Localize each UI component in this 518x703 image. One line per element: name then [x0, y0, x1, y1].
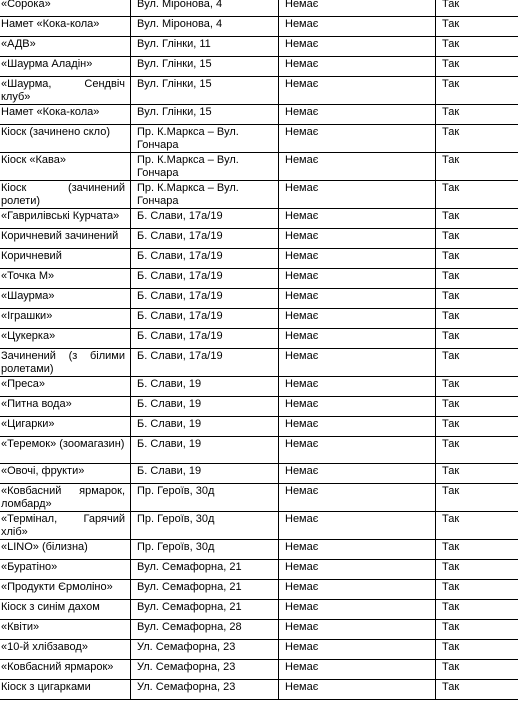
cell-flag: Так	[436, 269, 518, 289]
cell-status: Немає	[279, 17, 436, 37]
cell-status: Немає	[279, 329, 436, 349]
table-row	[0, 125, 518, 153]
cell-flag: Так	[436, 105, 518, 125]
cell-status: Немає	[279, 640, 436, 660]
cell-status: Немає	[279, 437, 436, 464]
cell-flag: Так	[436, 437, 518, 464]
cell-flag: Так	[436, 620, 518, 640]
table-row	[0, 417, 518, 437]
cell-address: Б. Слави, 17а/19	[131, 289, 279, 309]
table-row	[0, 540, 518, 560]
cell-address: Б. Слави, 17а/19	[131, 209, 279, 229]
cell-name: «Шаурма»	[0, 289, 131, 309]
cell-status: Немає	[279, 377, 436, 397]
cell-address: Вул. Семафорна, 21	[131, 600, 279, 620]
cell-flag: Так	[436, 125, 518, 153]
cell-name: «Ковбасний ярмарок, ломбард»	[0, 484, 131, 512]
cell-address: Вул. Семафорна, 21	[131, 560, 279, 580]
cell-name: «Ковбасний ярмарок»	[0, 660, 131, 680]
cell-address: Б. Слави, 17а/19	[131, 229, 279, 249]
cell-name: «Цукерка»	[0, 329, 131, 349]
cell-name: Коричневий	[0, 249, 131, 269]
cell-address: Б. Слави, 19	[131, 397, 279, 417]
cell-flag: Так	[436, 512, 518, 540]
cell-address: Б. Слави, 17а/19	[131, 349, 279, 377]
cell-flag: Так	[436, 329, 518, 349]
cell-address: Пр. К.Маркса – Вул. Гончара	[131, 125, 279, 153]
cell-name: «Гаврилівські Курчата»	[0, 209, 131, 229]
cell-flag: Так	[436, 57, 518, 77]
cell-flag: Так	[436, 377, 518, 397]
cell-address: Б. Слави, 17а/19	[131, 329, 279, 349]
cell-address: Пр. Героїв, 30д	[131, 484, 279, 512]
table-row	[0, 377, 518, 397]
table-row	[0, 0, 518, 17]
cell-status: Немає	[279, 153, 436, 181]
table-row	[0, 620, 518, 640]
cell-status: Немає	[279, 600, 436, 620]
cell-name: «Цигарки»	[0, 417, 131, 437]
cell-status: Немає	[279, 309, 436, 329]
cell-flag: Так	[436, 580, 518, 600]
cell-address: Пр. Героїв, 30д	[131, 540, 279, 560]
table-row	[0, 181, 518, 209]
table-row	[0, 560, 518, 580]
cell-status: Немає	[279, 269, 436, 289]
cell-address: Вул. Глінки, 15	[131, 77, 279, 105]
table-row	[0, 600, 518, 620]
cell-flag: Так	[436, 153, 518, 181]
table-row	[0, 680, 518, 700]
cell-flag: Так	[436, 640, 518, 660]
cell-address: Вул. Міронова, 4	[131, 0, 279, 17]
cell-address: Ул. Семафорна, 23	[131, 660, 279, 680]
cell-name: «Сорока»	[0, 0, 131, 17]
cell-status: Немає	[279, 125, 436, 153]
table-row	[0, 580, 518, 600]
cell-address: Б. Слави, 17а/19	[131, 249, 279, 269]
cell-address: Б. Слави, 19	[131, 417, 279, 437]
table-row	[0, 105, 518, 125]
cell-status: Немає	[279, 181, 436, 209]
cell-status: Немає	[279, 349, 436, 377]
table-row	[0, 437, 518, 464]
table-row	[0, 249, 518, 269]
table-row	[0, 17, 518, 37]
cell-flag: Так	[436, 484, 518, 512]
cell-status: Немає	[279, 580, 436, 600]
table-row	[0, 37, 518, 57]
cell-name: «Теремок» (зоомагазин)	[0, 437, 131, 464]
cell-address: Б. Слави, 19	[131, 377, 279, 397]
table-row	[0, 309, 518, 329]
cell-status: Немає	[279, 512, 436, 540]
cell-address: Пр. К.Маркса – Вул. Гончара	[131, 181, 279, 209]
cell-flag: Так	[436, 464, 518, 484]
cell-flag: Так	[436, 417, 518, 437]
cell-flag: Так	[436, 77, 518, 105]
cell-name: «10-й хлібзавод»	[0, 640, 131, 660]
cell-flag: Так	[436, 37, 518, 57]
cell-name: «Продукти Єрмоліно»	[0, 580, 131, 600]
cell-flag: Так	[436, 560, 518, 580]
cell-status: Немає	[279, 484, 436, 512]
cell-address: Б. Слави, 19	[131, 464, 279, 484]
cell-name: Кіоск (зачинений ролети)	[0, 181, 131, 209]
table-row	[0, 660, 518, 680]
cell-address: Ул. Семафорна, 23	[131, 680, 279, 700]
cell-flag: Так	[436, 309, 518, 329]
cell-status: Немає	[279, 620, 436, 640]
cell-status: Немає	[279, 397, 436, 417]
cell-status: Немає	[279, 560, 436, 580]
cell-status: Немає	[279, 57, 436, 77]
cell-address: Б. Слави, 17а/19	[131, 309, 279, 329]
cell-name: «Термінал, Гарячий хліб»	[0, 512, 131, 540]
table-row	[0, 269, 518, 289]
cell-address: Вул. Глінки, 15	[131, 57, 279, 77]
cell-name: «Іграшки»	[0, 309, 131, 329]
cell-name: «Шаурма, Сендвіч клуб»	[0, 77, 131, 105]
table-row	[0, 397, 518, 417]
cell-name: «Квіти»	[0, 620, 131, 640]
table-row	[0, 289, 518, 309]
cell-flag: Так	[436, 540, 518, 560]
cell-name: Намет «Кока-кола»	[0, 17, 131, 37]
table-row	[0, 512, 518, 540]
cell-address: Вул. Семафорна, 21	[131, 580, 279, 600]
cell-name: «Преса»	[0, 377, 131, 397]
cell-flag: Так	[436, 660, 518, 680]
cell-flag: Так	[436, 0, 518, 17]
cell-name: «Питна вода»	[0, 397, 131, 417]
cell-flag: Так	[436, 17, 518, 37]
cell-flag: Так	[436, 249, 518, 269]
cell-address: Б. Слави, 19	[131, 437, 279, 464]
cell-name: «Точка М»	[0, 269, 131, 289]
cell-address: Пр. К.Маркса – Вул. Гончара	[131, 153, 279, 181]
cell-name: Зачинений (з білими ролетами)	[0, 349, 131, 377]
cell-name: Коричневий зачинений	[0, 229, 131, 249]
cell-flag: Так	[436, 181, 518, 209]
cell-name: Намет «Кока-кола»	[0, 105, 131, 125]
cell-name: «Буратіно»	[0, 560, 131, 580]
cell-flag: Так	[436, 289, 518, 309]
cell-flag: Так	[436, 680, 518, 700]
cell-status: Немає	[279, 77, 436, 105]
table-row	[0, 464, 518, 484]
cell-name: Кіоск (зачинено скло)	[0, 125, 131, 153]
cell-status: Немає	[279, 660, 436, 680]
cell-name: Кіоск з цигарками	[0, 680, 131, 700]
cell-status: Немає	[279, 229, 436, 249]
cell-address: Вул. Глінки, 11	[131, 37, 279, 57]
cell-name: Кіоск з синім дахом	[0, 600, 131, 620]
cell-name: «АДВ»	[0, 37, 131, 57]
table-row	[0, 329, 518, 349]
cell-status: Немає	[279, 37, 436, 57]
table-row	[0, 153, 518, 181]
cell-address: Вул. Міронова, 4	[131, 17, 279, 37]
cell-status: Немає	[279, 417, 436, 437]
cell-flag: Так	[436, 600, 518, 620]
table-row	[0, 640, 518, 660]
cell-address: Б. Слави, 17а/19	[131, 269, 279, 289]
table-row	[0, 209, 518, 229]
cell-status: Немає	[279, 540, 436, 560]
cell-flag: Так	[436, 397, 518, 417]
cell-address: Вул. Семафорна, 28	[131, 620, 279, 640]
cell-status: Немає	[279, 105, 436, 125]
table-row	[0, 484, 518, 512]
cell-name: Кіоск «Кава»	[0, 153, 131, 181]
cell-address: Ул. Семафорна, 23	[131, 640, 279, 660]
table-row	[0, 349, 518, 377]
table-row	[0, 57, 518, 77]
cell-flag: Так	[436, 349, 518, 377]
cell-name: «LINO» (білизна)	[0, 540, 131, 560]
cell-status: Немає	[279, 0, 436, 17]
cell-name: «Овочі, фрукти»	[0, 464, 131, 484]
cell-name: «Шаурма Аладін»	[0, 57, 131, 77]
cell-flag: Так	[436, 229, 518, 249]
table-row	[0, 77, 518, 105]
table-row	[0, 229, 518, 249]
cell-flag: Так	[436, 209, 518, 229]
cell-address: Вул. Глінки, 15	[131, 105, 279, 125]
cell-status: Немає	[279, 680, 436, 700]
cell-status: Немає	[279, 249, 436, 269]
cell-status: Немає	[279, 209, 436, 229]
cell-address: Пр. Героїв, 30д	[131, 512, 279, 540]
cell-status: Немає	[279, 289, 436, 309]
cell-status: Немає	[279, 464, 436, 484]
